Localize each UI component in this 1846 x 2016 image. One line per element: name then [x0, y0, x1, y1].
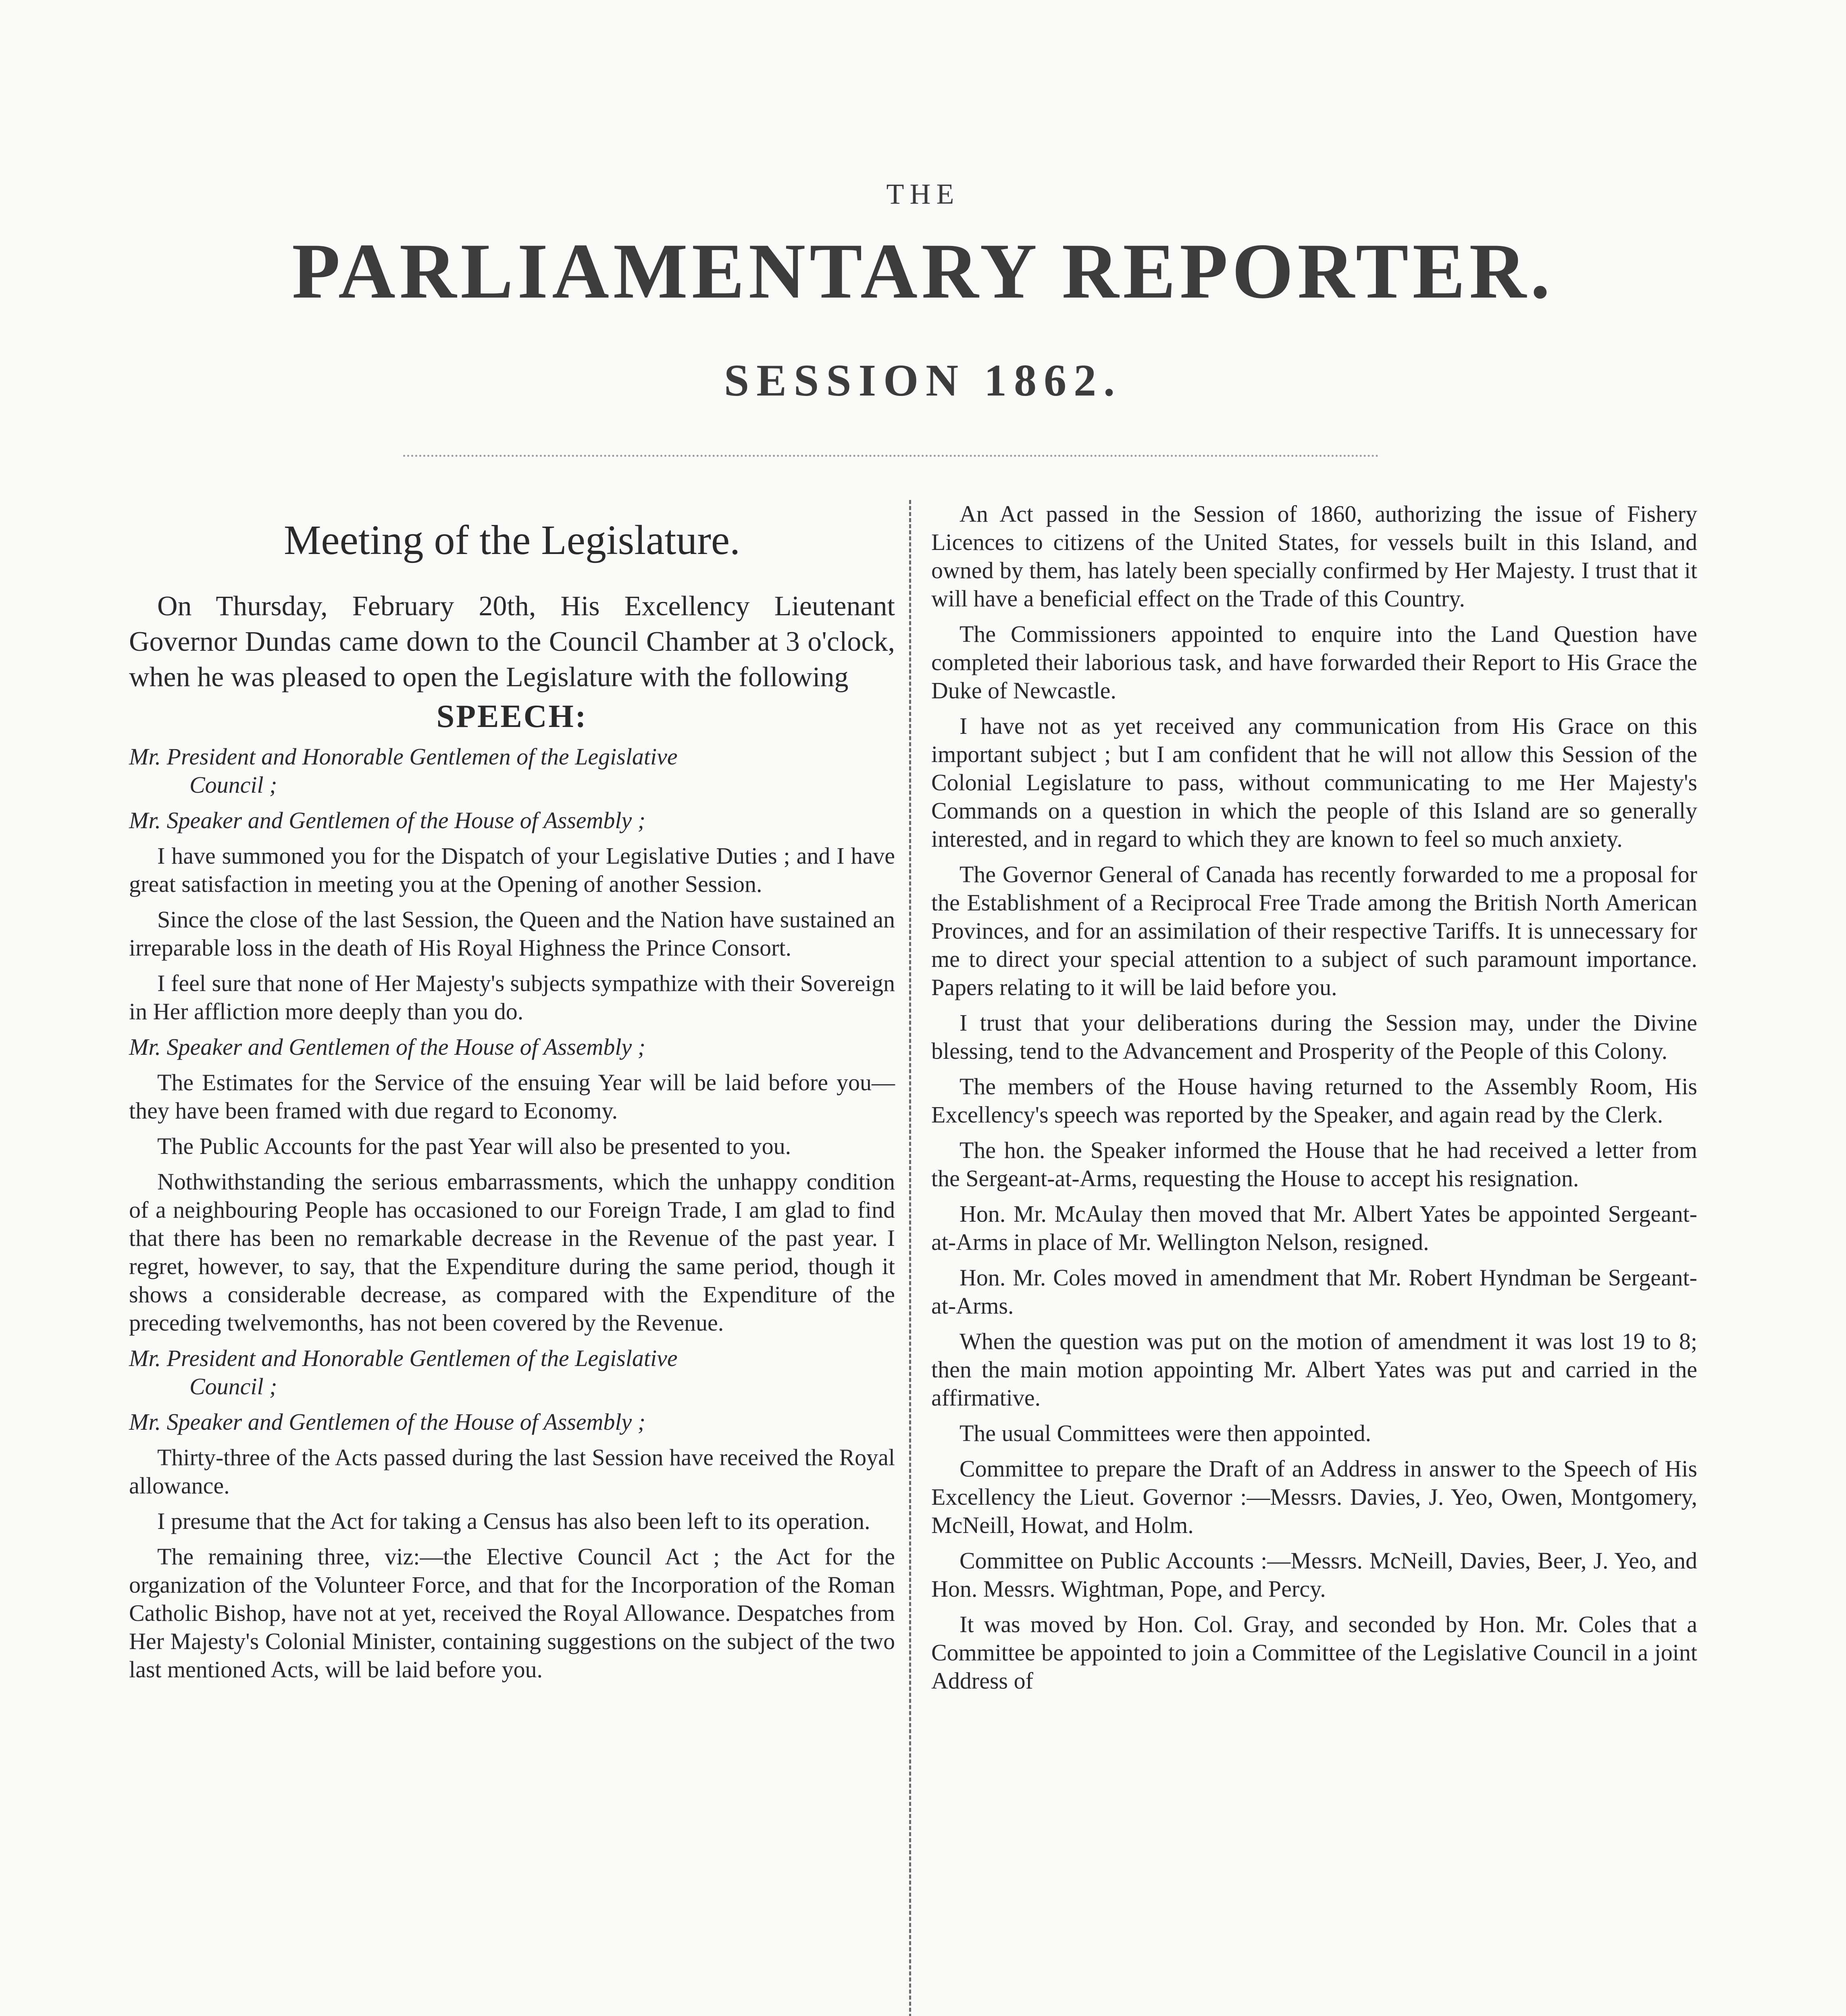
left-column: [129, 500, 895, 1691]
paragraph: Since the close of the last Session, the Queen and the Nation have sustained an irreparable loss in the death of His Royal Highness the Prince Consort.: [129, 906, 895, 961]
paragraph: I feel sure that none of Her Majesty's subjects sympathize with their Sovereign in Her affliction more deeply than you do.: [129, 970, 895, 1025]
paragraph: It was moved by Hon. Col. Gray, and seconded by Hon. Mr. Coles that a Committee be appointed to join a Committee of the Legislative Council in a joint Address of: [931, 1611, 1697, 1694]
paragraph: The members of the House having returned to the Assembly Room, His Excellency's speech was reported by the Speaker, and again read by the Clerk.: [931, 1073, 1697, 1128]
paragraph: The Estimates for the Service of the ensuing Year will be laid before you—they have been framed with due regard to Economy.: [129, 1069, 895, 1124]
article-intro: On Thursday, February 20th, His Excellency Lieutenant Governor Dundas came down to the Council Chamber at 3 o'clock, when he was pleased to open the Legislature with the following: [129, 591, 895, 693]
paragraph: Committee to prepare the Draft of an Address in answer to the Speech of His Excellency the Lieut. Governor :—Messrs. Davies, J. Yeo, Owen, Montgomery, McNeill, Howat, and Holm.: [931, 1456, 1697, 1538]
salutation: Mr. Speaker and Gentlemen of the House of Assembly ;: [129, 1034, 646, 1060]
paragraph: When the question was put on the motion of amendment it was lost 19 to 8; then the main motion appointing Mr. Albert Yates was put and carried in the affirmative.: [931, 1328, 1697, 1411]
session-label: SESSION 1862.: [724, 356, 1122, 406]
paragraph: Committee on Public Accounts :—Messrs. McNeill, Davies, Beer, J. Yeo, and Hon. Messrs. Wightman, Pope, and Percy.: [931, 1547, 1697, 1602]
paragraph: The usual Committees were then appointed.: [959, 1420, 1371, 1446]
right-column: [931, 500, 1697, 1702]
salutation-line: Council ;: [189, 1373, 277, 1400]
paragraph: I have not as yet received any communication from His Grace on this important subject ; but I am confident that he will not allow this Session of the Colonial Legislature to pass, without communicating to me Her Majesty's Commands on a question in which the people of this Island are so generally interested, and in regard to which they are known to feel so much anxiety.: [931, 713, 1697, 852]
paragraph: The Public Accounts for the past Year will also be presented to you.: [157, 1133, 791, 1159]
paragraph: The remaining three, viz:—the Elective Council Act ; the Act for the organization of the Volunteer Force, and that for the Incorporation of the Roman Catholic Bishop, have not at yet, received the Royal Allowance. Despatches from Her Majesty's Colonial Minister, containing suggestions on the subject of the two last mentioned Acts, will be laid before you.: [129, 1543, 895, 1683]
masthead-title: PARLIAMENTARY REPORTER.: [292, 227, 1554, 315]
paragraph: The Governor General of Canada has recently forwarded to me a proposal for the Establishment of a Reciprocal Free Trade among the British North American Provinces, and for an assimilation of their respective Tariffs. It is unnecessary for me to direct your special attention to a subject of such paramount importance. Papers relating to it will be laid before you.: [931, 861, 1697, 1000]
article-heading: Meeting of the Legislature.: [283, 517, 741, 563]
masthead-article: THE: [886, 178, 960, 210]
salutation: Mr. Speaker and Gentlemen of the House of Assembly ;: [129, 807, 646, 833]
paragraph: The Commissioners appointed to enquire into the Land Question have completed their laborious task, and have forwarded their Report to His Grace the Duke of Newcastle.: [931, 621, 1697, 704]
paragraph: Hon. Mr. McAulay then moved that Mr. Albert Yates be appointed Sergeant-at-Arms in place of Mr. Wellington Nelson, resigned.: [931, 1201, 1697, 1255]
salutation-line: Mr. President and Honorable Gentlemen of the Legislative: [129, 744, 678, 770]
header-divider: [403, 455, 1379, 457]
paragraph: Nothwithstanding the serious embarrassments, which the unhappy condition of a neighbouring People has occasioned to our Foreign Trade, I am glad to find that there has been no remarkable decrease in the Revenue of the past year. I regret, however, to say, that the Expenditure during the same period, though it shows a considerable decrease, as compared with the Expenditure of the preceding twelvemonths, has not been covered by the Revenue.: [129, 1168, 895, 1336]
paragraph: I presume that the Act for taking a Census has also been left to its operation.: [157, 1508, 870, 1534]
salutation: Mr. Speaker and Gentlemen of the House of Assembly ;: [129, 1409, 646, 1435]
paragraph: I have summoned you for the Dispatch of your Legislative Duties ; and I have great satisfaction in meeting you at the Opening of another Session.: [129, 843, 895, 897]
column-divider: [909, 500, 911, 2016]
salutation: [129, 1344, 895, 1401]
paragraph: The hon. the Speaker informed the House that he had received a letter from the Sergeant-at-Arms, requesting the House to accept his resignation.: [931, 1137, 1697, 1191]
paragraph: An Act passed in the Session of 1860, authorizing the issue of Fishery Licences to citizens of the United States, for vessels built in this Island, and owned by them, has lately been specially confirmed by Her Majesty. I trust that it will have a beneficial effect on the Trade of this Country.: [931, 501, 1697, 612]
salutation-line: Council ;: [189, 772, 277, 798]
paragraph: Thirty-three of the Acts passed during the last Session have received the Royal allowance.: [129, 1444, 895, 1499]
salutation: [129, 743, 895, 799]
paragraph: I trust that your deliberations during the Session may, under the Divine blessing, tend to the Advancement and Prosperity of the People of this Colony.: [931, 1010, 1697, 1064]
paragraph: Hon. Mr. Coles moved in amendment that Mr. Robert Hyndman be Sergeant-at-Arms.: [931, 1264, 1697, 1319]
speech-label: SPEECH:: [436, 699, 588, 734]
salutation-line: Mr. President and Honorable Gentlemen of the Legislative: [129, 1345, 678, 1371]
